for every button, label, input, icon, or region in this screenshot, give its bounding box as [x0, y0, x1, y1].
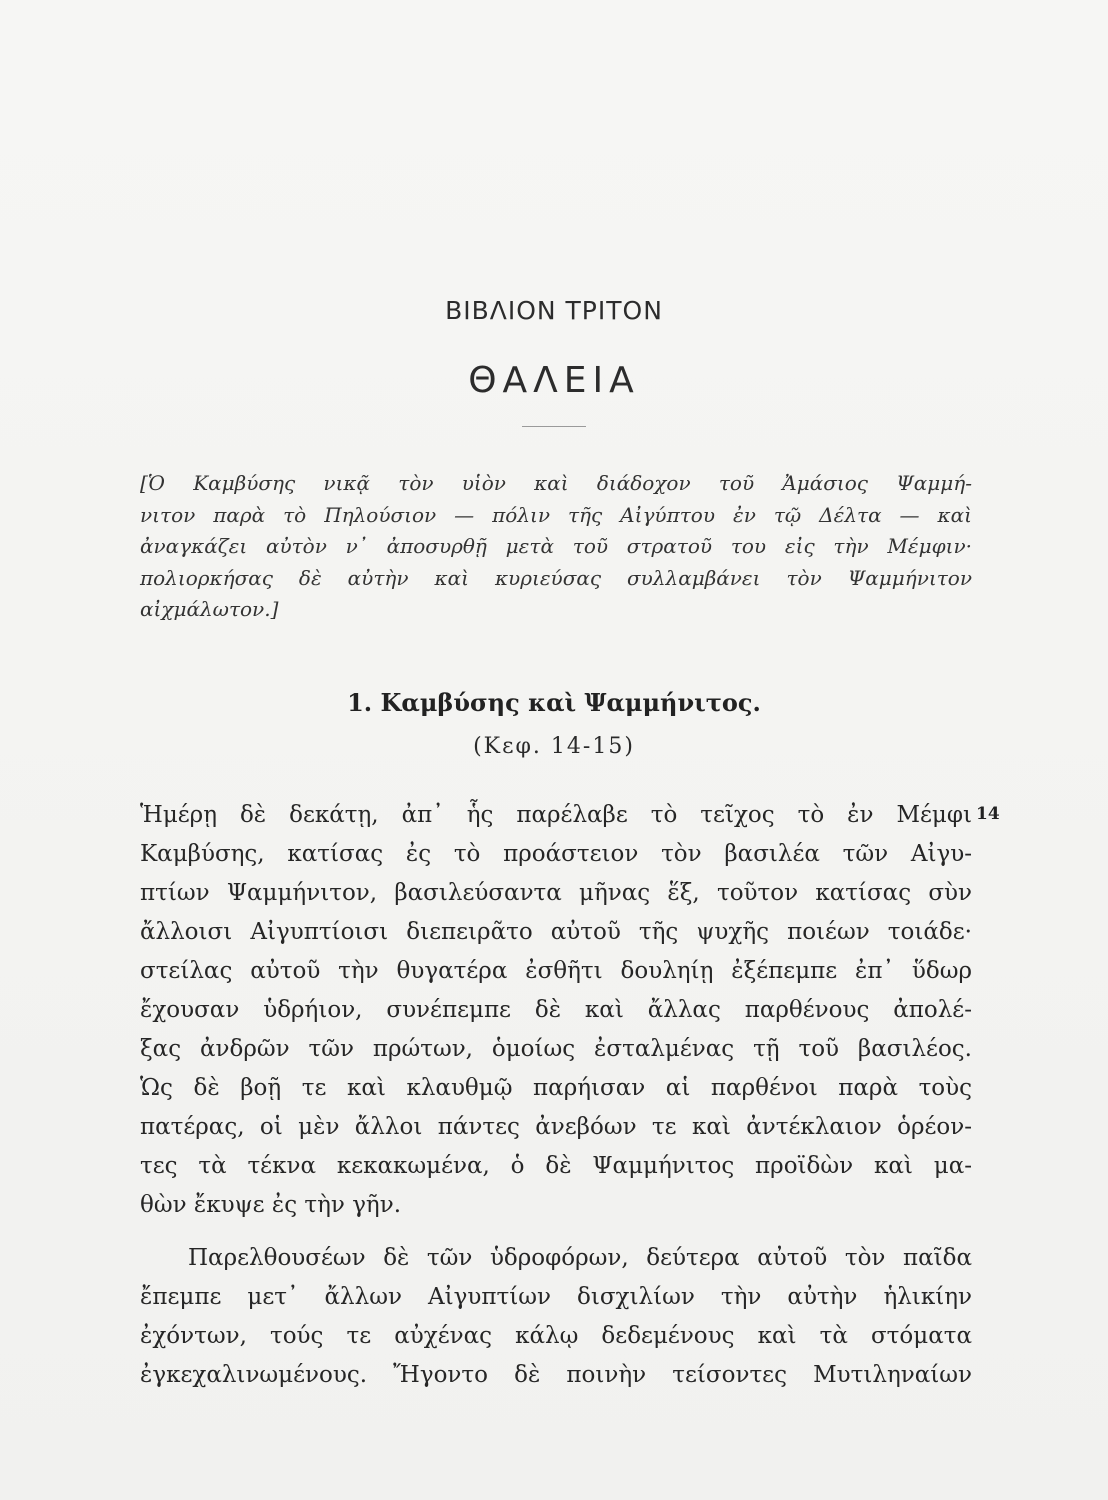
text-line: τες τὰ τέκνα κεκακωμένα, ὁ δὲ Ψαμμήνιτος προϊδὼν καὶ μα-: [140, 1153, 972, 1179]
text-line: πατέρας, οἱ μὲν ἄλλοι πάντες ἀνεβόων τε καὶ ἀντέκλαιον ὁρέον-: [140, 1114, 972, 1140]
text-line: στείλας αὐτοῦ τὴν θυγατέρα ἐσθῆτι δουληίῃ ἐξέπεμπε ἐπ᾽ ὕδωρ: [140, 958, 972, 984]
title-divider: [522, 426, 586, 427]
chapter-reference: (Κεφ. 14-15): [473, 734, 635, 759]
summary-line: αἰχμάλωτον.]: [140, 597, 279, 621]
text-line: Καμβύσης, κατίσας ἐς τὸ προάστειον τὸν βασιλέα τῶν Αἰγυ-: [140, 841, 972, 867]
paragraph-gap: [140, 1225, 972, 1239]
margin-chapter-number: 14: [976, 804, 1000, 824]
text-line: πτίων Ψαμμήνιτον, βασιλεύσαντα μῆνας ἕξ, τοῦτον κατίσας σὺν: [140, 880, 972, 906]
book-title: ΒΙΒΛΙΟΝ ΤΡΙΤΟΝ: [445, 296, 663, 325]
summary-line: ἀναγκάζει αὐτὸν ν᾽ ἀποσυρθῇ μετὰ τοῦ στρατοῦ του εἰς τὴν Μέμφιν·: [140, 534, 972, 558]
summary-line: [Ὁ Καμβύσης νικᾷ τὸν υἱὸν καὶ διάδοχον τοῦ Ἀμάσιος Ψαμμή-: [140, 471, 972, 495]
summary-line: πολιορκήσας δὲ αὐτὴν καὶ κυριεύσας συλλαμβάνει τὸν Ψαμμήνιτον: [140, 565, 972, 590]
text-line: ἐχόντων, τούς τε αὐχένας κάλῳ δεδεμένους καὶ τὰ στόματα: [140, 1323, 972, 1349]
book-name: ΘΑΛΕΙΑ: [468, 360, 640, 401]
chapter-summary: [140, 468, 972, 626]
text-line: ξας ἀνδρῶν τῶν πρώτων, ὁμοίως ἐσταλμένας τῇ τοῦ βασιλέος.: [140, 1036, 972, 1062]
text-line: ἔχουσαν ὑδρήιον, συνέπεμπε δὲ καὶ ἄλλας παρθένους ἀπολέ-: [140, 997, 972, 1023]
text-line: Ἡμέρῃ δὲ δεκάτῃ, ἀπ᾽ ἧς παρέλαβε τὸ τεῖχος τὸ ἐν Μέμφι: [140, 802, 972, 828]
text-line: Ὡς δὲ βοῇ τε καὶ κλαυθμῷ παρήισαν αἱ παρθένοι παρὰ τοὺς: [140, 1075, 972, 1101]
text-line: Παρελθουσέων δὲ τῶν ὑδροφόρων, δεύτερα αὐτοῦ τὸν παῖδα: [188, 1245, 972, 1271]
text-line: ἄλλοισι Αἰγυπτίοισι διεπειρᾶτο αὐτοῦ τῆς ψυχῆς ποιέων τοιάδε·: [140, 919, 972, 945]
text-line: θὼν ἔκυψε ἐς τὴν γῆν.: [140, 1192, 402, 1218]
summary-line: νιτον παρὰ τὸ Πηλούσιον — πόλιν τῆς Αἰγύπτου ἐν τῷ Δέλτα — καὶ: [140, 502, 972, 527]
section-heading: 1. Καμβύσης καὶ Ψαμμήνιτος.: [347, 688, 761, 717]
text-line: ἐγκεχαλινωμένους. Ἤγοντο δὲ ποινὴν τείσοντες Μυτιληναίων: [140, 1362, 972, 1388]
text-line: ἔπεμπε μετ᾽ ἄλλων Αἰγυπτίων δισχιλίων τὴν αὐτὴν ἡλικίην: [140, 1284, 972, 1310]
body-text: [140, 796, 972, 1395]
